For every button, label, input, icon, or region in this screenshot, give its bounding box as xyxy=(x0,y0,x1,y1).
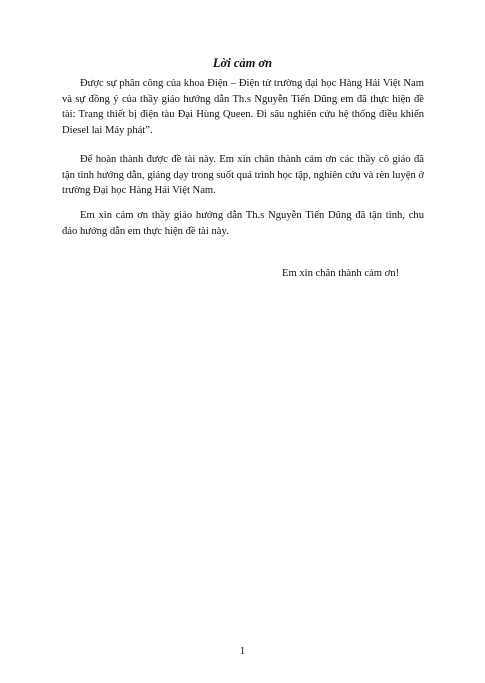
paragraph-thanks-supervisor: Em xin cảm ơn thầy giáo hướng dẫn Th.s Nguyễn Tiến Dũng đã tận tình, chu đáo hướng dẫn em thực hiện đề tài này. xyxy=(62,210,424,237)
page-title: Lời cảm ơn xyxy=(212,56,273,70)
paragraph-thanks-teachers: Để hoàn thành được đề tài này. Em xin chân thành cảm ơn các thầy cô giáo đã tận tình hướng dẫn, giảng dạy trong suốt quá trình học tập, nghiên cứu và rèn luyện ở trường Đại học Hàng Hải Việt Nam. xyxy=(62,154,424,196)
paragraph-assignment: Được sự phân công của khoa Điện – Điện tử trường đại học Hàng Hải Việt Nam và sự đồng ý của thầy giáo hướng dẫn Th.s Nguyễn Tiến Dũng em đã thực hiện đề tài: Trang thiết bị điện tàu Đại Hùng Queen. Đi sâu nghiên cứu hệ thống điều khiển Diesel lai Máy phát”. xyxy=(62,78,424,136)
page-number: 1 xyxy=(239,646,246,657)
closing-line: Em xin chân thành cảm ơn! xyxy=(282,268,400,279)
